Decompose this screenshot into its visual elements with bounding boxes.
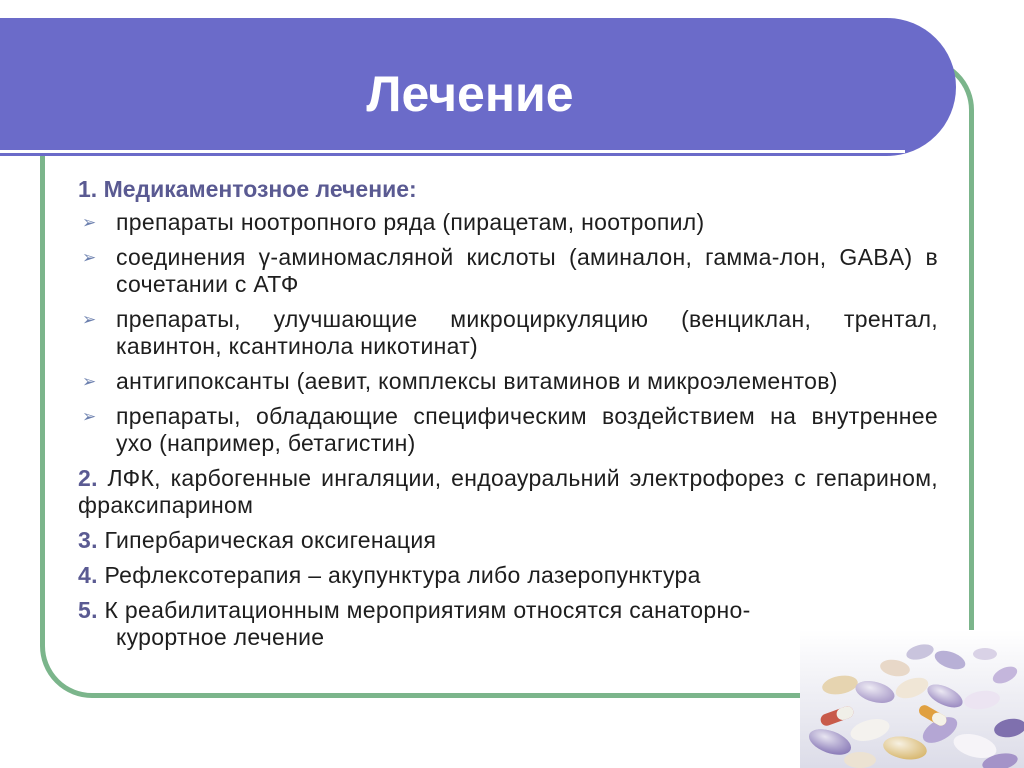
numbered-item <box>78 562 938 589</box>
list-item-text: препараты, обладающие специфическим воздействием на внутреннее ухо (например, бетагистин) <box>116 403 938 456</box>
item-number: 3. <box>78 527 98 553</box>
item-text: Гипербарическая оксигенация <box>104 527 437 553</box>
arrow-bullet-icon: ➢ <box>82 310 97 329</box>
item-text-continuation: курортное лечение <box>116 624 325 650</box>
list-item-text: препараты, улучшающие микроциркуляцию (венциклан, трентал, кавинтон, ксантинола никотинат) <box>116 306 938 359</box>
arrow-bullet-icon: ➢ <box>82 248 97 267</box>
pills-photo-icon <box>800 630 1024 768</box>
item-number: 5. <box>78 597 98 623</box>
item-number: 2. <box>78 465 98 491</box>
list-item <box>78 306 938 360</box>
slide-title: Лечение <box>366 66 574 122</box>
arrow-bullet-icon: ➢ <box>82 407 97 426</box>
list-item <box>78 403 938 457</box>
item-text: Рефлексотерапия – акупунктура либо лазеропунктура <box>104 562 701 588</box>
arrow-bullet-icon: ➢ <box>82 372 97 391</box>
list-item-text: соединения γ-аминомасляной кислоты (аминалон, гамма-лон, GABA) в сочетании с АТФ <box>116 244 938 297</box>
section-heading: 1. Медикаментозное лечение: <box>78 176 417 202</box>
list-item <box>78 244 938 298</box>
list-item-text: антигипоксанты (аевит, комплексы витаминов и микроэлементов) <box>116 368 838 394</box>
title-banner <box>0 18 956 156</box>
item-text: К реабилитационным мероприятиям относятся санаторно- <box>104 597 751 623</box>
item-text: ЛФК, карбогенные ингаляции, ендоауральний электрофорез с гепарином, фраксипарином <box>78 465 938 518</box>
item-number: 4. <box>78 562 98 588</box>
list-item-text: препараты ноотропного ряда (пирацетам, ноотропил) <box>116 209 705 235</box>
arrow-bullet-icon: ➢ <box>82 213 97 232</box>
numbered-item <box>78 465 938 519</box>
numbered-item <box>78 527 938 554</box>
list-item <box>78 368 938 395</box>
title-underline <box>0 150 905 153</box>
slide-content <box>78 176 938 659</box>
list-item <box>78 209 938 236</box>
